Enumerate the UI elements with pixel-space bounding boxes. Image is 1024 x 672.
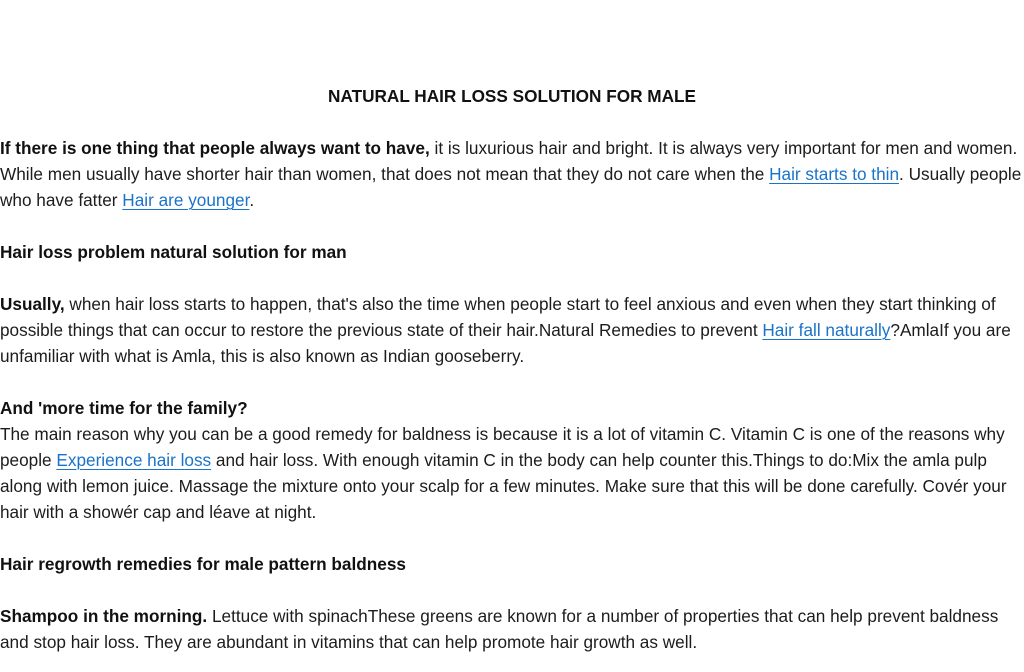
heading-natural-solution: Hair loss problem natural solution for man [0, 242, 347, 262]
intro-paragraph [0, 135, 1024, 213]
section-heading [0, 551, 1024, 577]
vitamin-c-text-1: The main reason why you can be a good remedy for baldness is because it is a lot of vitamin C. Vitamin C is one of the reasons why people [0, 424, 1005, 470]
intro-text-2: . Usually people who have fatter [0, 164, 1022, 210]
shampoo-paragraph [0, 603, 1024, 655]
spacer [0, 213, 1024, 239]
hair-are-younger-link[interactable]: Hair are younger [122, 190, 250, 210]
experience-hair-loss-link[interactable]: Experience hair loss [56, 450, 212, 470]
spacer [0, 109, 1024, 135]
heading-regrowth: Hair regrowth remedies for male pattern baldness [0, 554, 406, 574]
shampoo-text-1: Lettuce with spinachThese greens are known for a number of properties that can help prevent baldness and stop hair loss. They are abundant in vitamins that can help promote hair growth as well. [0, 606, 999, 652]
vitamin-c-paragraph [0, 421, 1024, 525]
hair-fall-naturally-link[interactable]: Hair fall naturally [762, 320, 891, 340]
usually-lead: Usually, [0, 294, 65, 314]
vitamin-c-text-2: and hair loss. With enough vitamin C in the body can help counter this.Things to do:Mix the amla pulp along with lemon juice. Massage the mixture onto your scalp for a few minutes. Make sure that this will be done carefully. Covér your hair with a showér cap and léave at night. [0, 450, 1007, 522]
article-title: NATURAL HAIR LOSS SOLUTION FOR MALE [328, 86, 696, 106]
intro-text-3: . [249, 190, 255, 210]
spacer [0, 525, 1024, 551]
section-heading [0, 239, 1024, 265]
spacer [0, 265, 1024, 291]
intro-text-1: it is luxurious hair and bright. It is always very important for men and women. While men usually have shorter hair than women, that does not mean that they do not care when the [0, 138, 1018, 184]
hair-starts-to-thin-link[interactable]: Hair starts to thin [769, 164, 900, 184]
spacer [0, 369, 1024, 395]
heading-family: And 'more time for the family? [0, 398, 248, 418]
usually-text-2: ?AmlaIf you are unfamiliar with what is Amla, this is also known as Indian gooseberry. [0, 320, 1011, 366]
intro-lead: If there is one thing that people always want to have, [0, 138, 430, 158]
shampoo-lead: Shampoo in the morning. [0, 606, 208, 626]
spacer [0, 577, 1024, 603]
usually-text-1: when hair loss starts to happen, that's also the time when people start to feel anxious and even when they start thinking of possible things that can occur to restore the previous state of their hair.Natural Remedies to prevent [0, 294, 996, 340]
section-heading [0, 395, 1024, 421]
usually-paragraph [0, 291, 1024, 369]
